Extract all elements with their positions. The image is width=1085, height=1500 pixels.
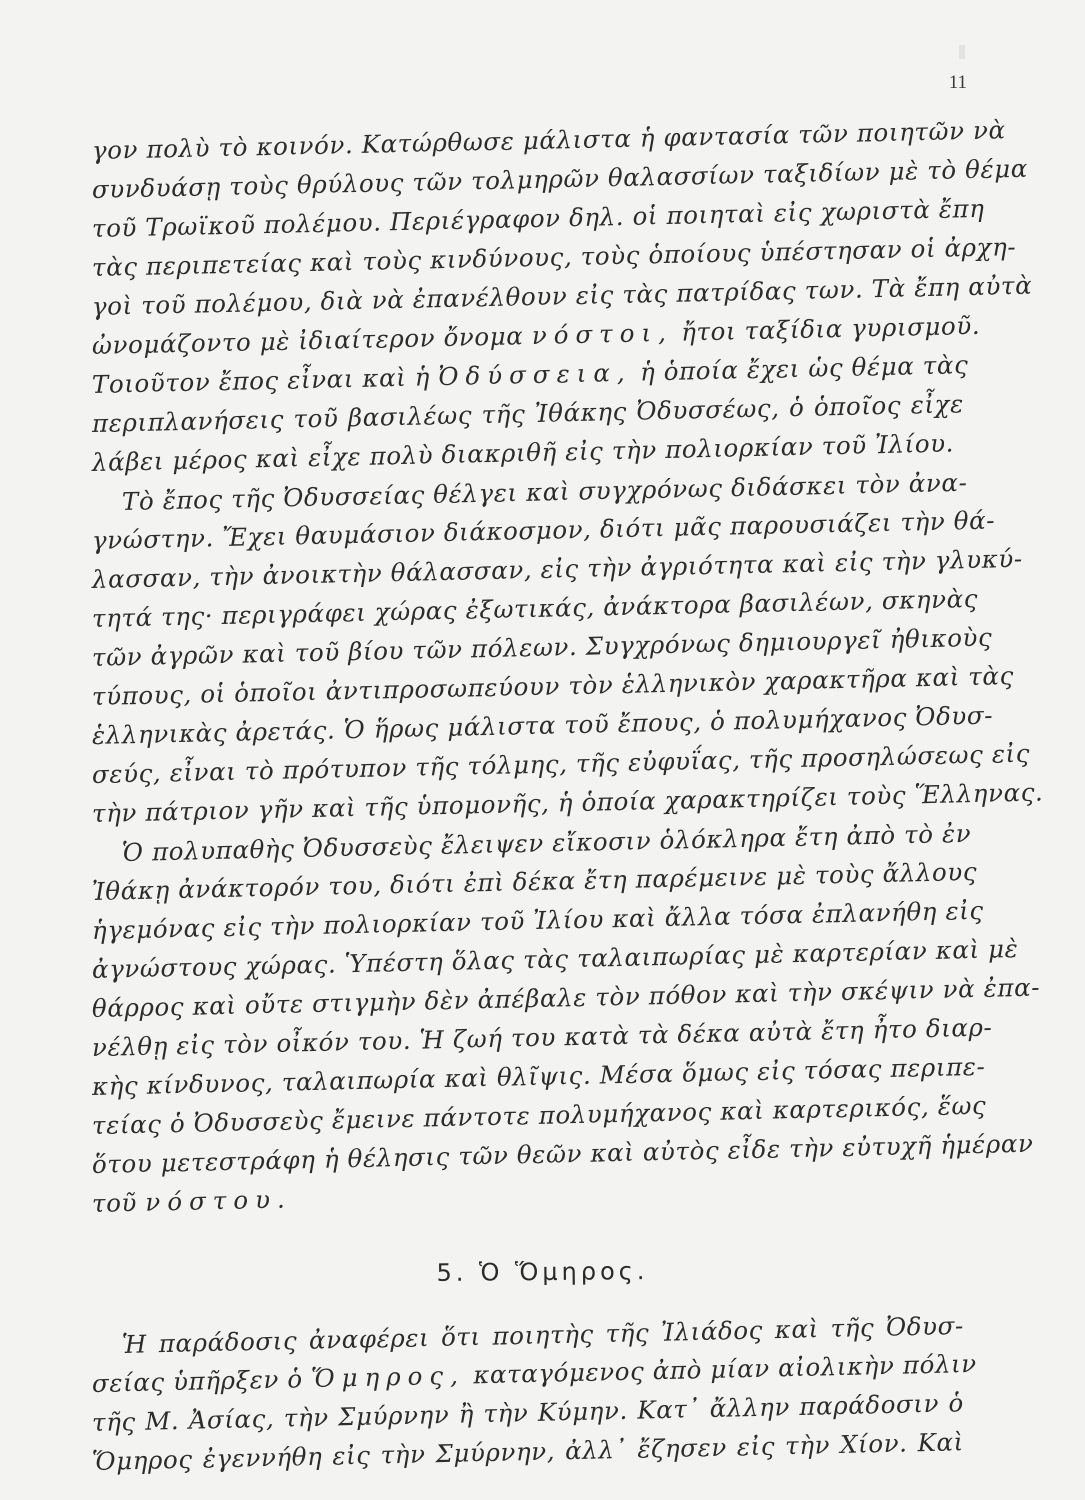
- page-number: 11: [948, 72, 967, 93]
- text-line: ἑλληνικὰς ἀρετάς. Ὁ ἥρως μάλιστα τοῦ ἔπους, ὁ πολυμήχανος Ὀδυσ-: [91, 700, 994, 750]
- text-segment: ὠνομάζοντο μὲ ἰδιαίτερον ὄνομα: [91, 321, 524, 360]
- text-line: τὰς περιπετείας καὶ τοὺς κινδύνους, τοὺς ὁποίους ὑπέστησαν οἱ ἀρχη-: [91, 232, 1017, 282]
- text-line: λασσαν, τὴν ἀνοικτὴν θάλασσαν, εἰς τὴν ἀγριότητα καὶ εἰς τὴν γλυκύ-: [91, 543, 1024, 594]
- text-line: Ὅμηρος ἐγεννήθη εἰς τὴν Σμύρνην, ἀλλ᾽ ἔζησεν εἰς τὴν Χίον. Καὶ: [91, 1427, 965, 1476]
- text-line: τῆς Μ. Ἀσίας, τὴν Σμύρνην ἢ τὴν Κύμην. Κατ᾽ ἄλλην παράδοσιν ὁ: [91, 1388, 965, 1437]
- text-line: Ἰθάκῃ ἀνάκτορόν του, διότι ἐπὶ δέκα ἔτη παρέμεινε μὲ τοὺς ἄλλους: [91, 856, 978, 906]
- text-line: Ἡ παράδοσις ἀναφέρει ὅτι ποιητὴς τῆς Ἰλιάδος καὶ τῆς Ὀδυσ-: [121, 1310, 965, 1359]
- text-line: νέλθῃ εἰς τὸν οἶκόν του. Ἡ ζωή του κατὰ τὰ δέκα αὐτὰ ἔτη ἦτο διαρ-: [91, 1012, 993, 1062]
- text-line: λάβει μέρος καὶ εἶχε πολὺ διακριθῆ εἰς τὴν πολιορκίαν τοῦ Ἰλίου.: [91, 428, 955, 477]
- text-segment: Τοιοῦτον ἔπος εἶναι καὶ ἡ: [91, 362, 431, 399]
- text-segment: τοῦ: [91, 1187, 138, 1218]
- section-heading: 5. Ὁ Ὅμηρος.: [436, 1257, 649, 1287]
- text-line: γνώστην. Ἔχει θαυμάσιον διάκοσμον, διότι μᾶς παρουσιάζει τὴν θά-: [91, 505, 996, 555]
- text-segment: ἡ ὁποία ἔχει ὡς θέμα τὰς: [639, 350, 969, 387]
- text-line: τοῦ Τρωϊκοῦ πολέμου. Περιέγραφον δηλ. οἱ ποιηταὶ εἰς χωριστὰ ἔπη: [91, 193, 985, 243]
- text-line: κὴς κίνδυνος, ταλαιπωρία καὶ θλῖψις. Μέσα ὅμως εἰς τόσας περιπε-: [91, 1051, 986, 1101]
- scan-mark: [959, 45, 965, 59]
- text-line: τείας ὁ Ὀδυσσεὺς ἔμεινε πάντοτε πολυμήχανος καὶ καρτερικός, ἕως: [91, 1090, 987, 1140]
- text-line: ὅτου μετεστράφη ἡ θέλησις τῶν θεῶν καὶ αὐτὸς εἶδε τὴν εὐτυχῆ ἡμέραν: [91, 1128, 1034, 1179]
- text-line: Τὸ ἔπος τῆς Ὀδυσσείας θέλγει καὶ συγχρόνως διδάσκει τὸν ἀνα-: [121, 467, 968, 516]
- text-line: [92, 1181, 293, 1222]
- text-line: περιπλανήσεις τοῦ βασιλέως τῆς Ἰθάκης Ὀδυσσέως, ὁ ὁποῖος εἶχε: [91, 389, 965, 438]
- text-line: γον πολὺ τὸ κοινόν. Κατώρθωσε μάλιστα ἡ φαντασία τῶν ποιητῶν νὰ: [91, 115, 1006, 165]
- spaced-term: νόστου.: [145, 1184, 293, 1217]
- text-line: τύπους, οἱ ὁποῖοι ἀντιπροσωπεύουν τὸν ἑλληνικὸν χαρακτῆρα καὶ τὰς: [91, 661, 1015, 711]
- spaced-term: νόστοι,: [531, 317, 674, 351]
- text-line: συνδυάσῃ τοὺς θρύλους τῶν τολμηρῶν θαλασσίων ταξιδίων μὲ τὸ θέμα: [91, 153, 1029, 204]
- text-line: θάρρος καὶ οὔτε στιγμὴν δὲν ἀπέβαλε τὸν πόθον καὶ τὴν σκέψιν νὰ ἐπα-: [91, 972, 1041, 1023]
- text-line: τῶν ἀγρῶν καὶ τοῦ βίου τῶν πόλεων. Συγχρόνως δημιουργεῖ ἠθικοὺς: [91, 622, 993, 672]
- text-line: τητά της· περιγράφει χώρας ἐξωτικάς, ἀνάκτορα βασιλέων, σκηνὰς: [91, 583, 979, 633]
- spaced-term: Ὀδύσσεια,: [438, 357, 632, 392]
- text-segment: καταγόμενος ἀπὸ μίαν αἰολικὴν πόλιν: [472, 1348, 978, 1390]
- text-segment: σείας ὑπῆρξεν ὁ: [91, 1364, 303, 1398]
- text-line: ἀγνώστους χώρας. Ὑπέστη ὅλας τὰς ταλαιπωρίας μὲ καρτερίαν καὶ μὲ: [91, 933, 1019, 984]
- text-line: Ὁ πολυπαθὴς Ὀδυσσεὺς ἔλειψεν εἴκοσιν ὁλόκληρα ἔτη ἀπὸ τὸ ἐν: [121, 818, 972, 867]
- text-line: τὴν πάτριον γῆν καὶ τῆς ὑπομονῆς, ἡ ὁποία χαρακτηρίζει τοὺς Ἕλληνας.: [91, 777, 1044, 828]
- text-segment: ἤτοι ταξίδια γυρισμοῦ.: [680, 310, 981, 347]
- text-line: γοὶ τοῦ πολέμου, διὰ νὰ ἐπανέλθουν εἰς τὰς πατρίδας των. Τὰ ἔπη αὐτὰ: [91, 270, 1033, 321]
- text-line: σεύς, εἶναι τὸ πρότυπον τῆς τόλμης, τῆς εὐφυΐας, τῆς προσηλώσεως εἰς: [91, 738, 1031, 789]
- text-line: ἡγεμόνας εἰς τὴν πολιορκίαν τοῦ Ἰλίου καὶ ἄλλα τόσα ἐπλανήθη εἰς: [91, 895, 984, 945]
- spaced-term: Ὅμηρος,: [310, 1360, 466, 1394]
